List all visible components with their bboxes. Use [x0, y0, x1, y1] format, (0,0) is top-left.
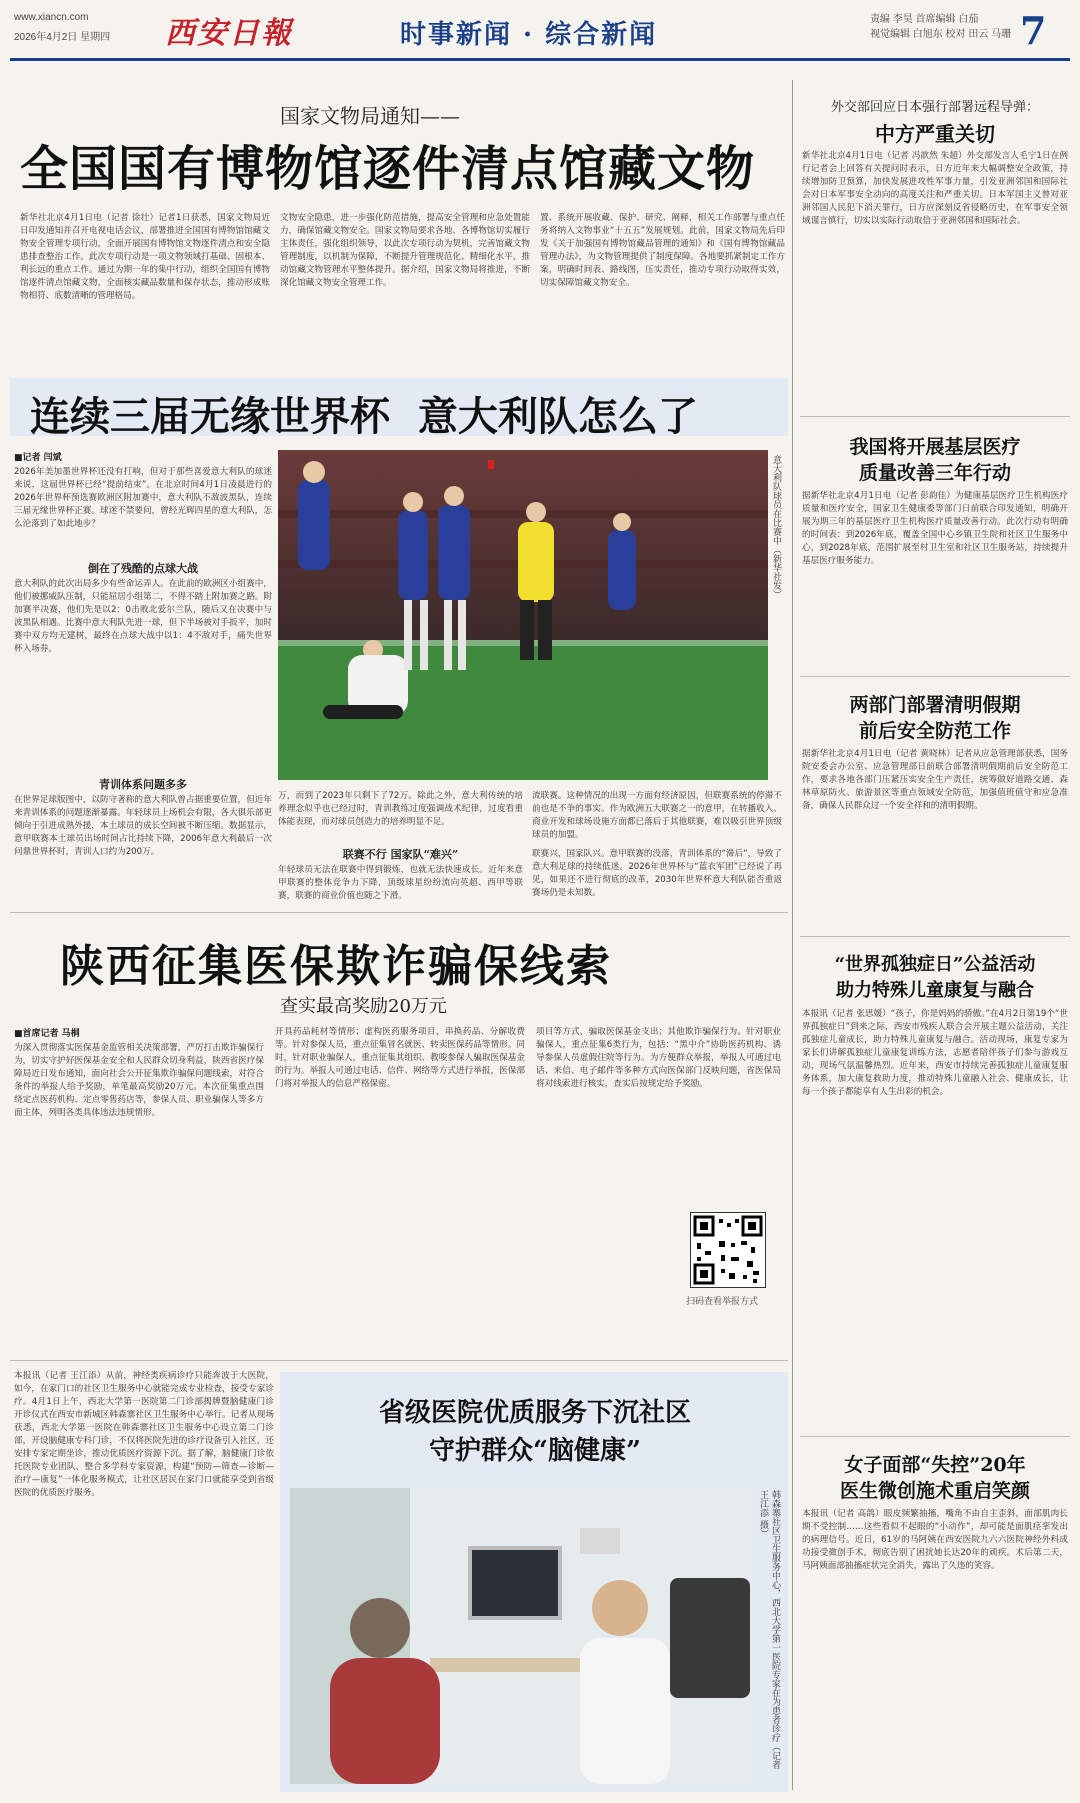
s2-body: 据新华社北京4月1日电（记者 彭韵佳）为健康基层医疗卫生机构医疗质量和医疗安全，国家卫生健康委等部门日前联合印发通知，明确开展为期三年的基层医疗卫生机构医疗质量改善行动。此次行动有明确的时间表：到2026年底，覆盖全国中心乡镇卫生院和社区卫生服务中心，到2028年底，范围扩展至村卫生室和社区卫生服务站，持续提升基层医疗服务能力。	[802, 491, 1068, 566]
site-url[interactable]: www.xiancn.com	[14, 12, 89, 23]
clinic-photo	[290, 1488, 750, 1784]
s1-title: 中方严重关切	[875, 122, 995, 146]
s4-body: 本报讯（记者 张思媛）“孩子，你是妈妈的骄傲。”在4月2日第19个“世界孤独症日”到来之际，西安市残疾人联合会开展主题公益活动，关注孤独症儿童成长，助力特殊儿童康复与融合。活动现场，康复专家为家长们讲解孤独症儿童康复训练方法，志愿者陪伴孩子们参与游戏互动，现场气氛温馨热烈。近年来，西安市持续完善孤独症儿童康复服务体系，加大康复救助力度，推动特殊儿童融入社会、健康成长，让每一个孩子都能享有人生出彩的机会。	[802, 1009, 1068, 1097]
s1-body: 新华社北京4月1日电（记者 冯歆然 朱超）外交部发言人毛宁1日在例行记者会上回答有关提问时表示，日方近年来大幅调整安全政策，持续增加防卫预算，加快发展进攻性军事力量，引发亚洲邻国和国际社会对日本军事安全动向的高度关注和严重关切。日本军国主义曾对亚洲邻国人民犯下滔天罪行，日方应深刻反省侵略历史，在军事安全领域谨言慎行，切实以实际行动取信于亚洲邻国和国际社会。	[802, 151, 1068, 226]
side-divider-2	[800, 676, 1070, 677]
side-divider-1	[800, 416, 1070, 417]
side-divider-3	[800, 936, 1070, 937]
museum-title: 全国国有博物馆逐件清点馆藏文物	[20, 141, 756, 197]
brain-title-line-2: 守护群众“脑健康”	[429, 1436, 641, 1466]
s5-title-line-2: 医生微创施术重启笑颜	[839, 1480, 1030, 1502]
qr-caption: 扫码查看举报方式	[686, 1297, 759, 1307]
report-qr-code[interactable]	[690, 1212, 766, 1288]
column-divider	[792, 80, 793, 1790]
editor-line-2: 视觉编辑 白旭东 校对 田云 马珊	[870, 29, 1012, 40]
fraud-subtitle: 查实最高奖励20万元	[280, 996, 447, 1017]
s5-title-line-1: 女子面部“失控”20年	[844, 1454, 1026, 1476]
s4-title-line-1: “世界孤独症日”公益活动	[834, 954, 1036, 975]
museum-col-2: 文物安全隐患，进一步强化防范措施，提高安全管理和应急处置能力，确保馆藏文物安全。国家文物局要求各地、各博物馆切实履行主体责任，强化组织领导，以此次专项行动为契机，完善馆藏文物管理制度，以机制为保障，不断提升管理规范化、精细化水平，推动馆藏文物管理水平整体提升。据介绍，国家文物局将推进，不断深化馆藏文物安全管理工作。	[280, 213, 530, 288]
italy-sub-1: 倒在了残酷的点球大战	[88, 562, 198, 575]
fraud-col-2: 开具药品耗材等情形；虚构医药服务项目，串换药品、分解收费等。针对参保人员，重点征集冒名就医、转卖医保药品等情形。同时，针对职业骗保人，重点征集其组织、教唆参保人骗取医保基金的行为。举报人可通过电话、信件、网络等方式进行举报，医保部门将对举报人的信息严格保密。	[275, 1027, 525, 1089]
museum-kicker: 国家文物局通知——	[280, 104, 460, 128]
clinic-scene-illustration	[290, 1488, 750, 1784]
s3-body: 据新华社北京4月1日电（记者 黄晓林）记者从应急管理部获悉，国务院安委会办公室、应急管理部日前联合部署清明假期前后安全防范工作，要求各地各部门压紧压实安全生产责任，统筹做好道路交通、森林草原防火、旅游景区等重点领域安全防范，加强值班值守和应急准备，确保人民群众过一个安全祥和的清明假期。	[802, 749, 1068, 811]
brain-title-line-1: 省级医院优质服务下沉社区	[378, 1398, 691, 1428]
italy-col-3b: 联赛兴，国家队兴。意甲联赛的没落，青训体系的“滞后”，导致了意大利足球的持续低迷。2026年世界杯与“蓝衣军团”已经说了再见，如果还不进行彻底的改革，2030年世界杯意大利队能否重返赛场仍是未知数。	[532, 849, 782, 898]
italy-col-2a: 万，而到了2023年只剩下了72万。除此之外，意大利传统的培养理念似乎也已经过时，青训教练过度强调战术纪律，过度看重体能表现，而对球员创造力的培养明显不足。	[278, 791, 523, 827]
football-photo-caption: 意大利队球员在比赛中（新华社发）	[771, 455, 781, 599]
clinic-photo-caption: 韩森寨社区卫生服务中心，西北大学第一医院专家在为患者诊疗（记者 王江添 摄）	[758, 1490, 780, 1769]
newspaper-logo: 西安日報	[165, 16, 293, 51]
italy-title: 连续三届无缘世界杯 意大利队怎么了	[30, 393, 698, 440]
s2-title-line-1: 我国将开展基层医疗	[849, 436, 1021, 458]
italy-sub-3: 联赛不行 国家队“难兴”	[342, 848, 459, 861]
italy-sub-2: 青训体系问题多多	[99, 778, 187, 791]
italy-byline: ■记者 闫斌	[14, 453, 62, 463]
s3-title-line-1: 两部门部署清明假期	[849, 694, 1021, 716]
italy-section-1: 意大利队的此次出局多少有些命运弄人。在此前的欧洲区小组赛中，他们被挪威队压制，只能屈居小组第二，不得不踏上附加赛之路。附加赛半决赛，他们先是以2：0击败北爱尔兰队，随后又在决赛中与波黑队相遇。比赛中意大利队先进一球，但下半场被对手扳平，加时赛中双方均无建树，最终在点球大战中以1：4不敌对手，痛失世界杯入场券。	[14, 579, 272, 654]
qr-icon	[691, 1213, 765, 1287]
fraud-byline: ■首席记者 马桐	[14, 1029, 80, 1039]
divider-brain	[10, 1360, 788, 1361]
issue-date: 2026年4月2日 星期四	[14, 32, 111, 43]
italy-section-2: 在世界足球版图中，以防守著称的意大利队曾占据重要位置，但近年来青训体系的问题逐渐暴露。年轻球员上场机会有限，各大俱乐部更倾向于引进成熟外援，本土球员的成长空间被不断压缩。数据显示，意甲联赛本土球员出场时间占比持续下降，2006年意大利最后一次问鼎世界杯时，青训人口约为200万。	[14, 795, 272, 857]
brain-col-1: 本报讯（记者 王江添）从前，神经类疾病诊疗只能奔波于大医院，如今，在家门口的社区卫生服务中心就能完成专业检查，接受专家诊疗。4月1日上午，西北大学第一医院第二门诊部揭牌暨脑健康门诊开诊仪式在西安市新城区韩森寨社区卫生服务中心举行。记者从现场获悉，西北大学第一医院在韩森寨社区卫生服务中心设立第二门诊部，开设脑健康专科门诊，不仅将医院先进的诊疗设备引入社区，还安排专家定期坐诊，推动优质医疗资源下沉。据了解，脑健康门诊依托医院专业团队，整合多学科专家资源，构建“预防—筛查—诊断—治疗—康复”一体化服务模式，让社区居民在家门口就能享受到省级医院的优质医疗服务。	[14, 1371, 274, 1498]
italy-col-2b: 年轻球员无法在联赛中得到锻炼，也就无法快速成长。近年来意甲联赛的整体竞争力下降，顶级球星纷纷流向英超、西甲等联赛，联赛的商业价值也随之下滑。	[278, 865, 523, 901]
editor-credits	[870, 12, 1011, 42]
s3-title-line-2: 前后安全防范工作	[858, 720, 1011, 742]
italy-col-3a: 流联赛。这种情况的出现一方面有经济原因，但联赛系统的停滞不前也是不争的事实。作为欧洲五大联赛之一的意甲，在转播收入、商业开发和球场设施方面都已落后于其他联赛，难以吸引世界顶级球员的加盟。	[532, 791, 782, 840]
page-number: 7	[1020, 8, 1047, 53]
s4-title-line-2: 助力特殊儿童康复与融合	[836, 980, 1034, 1001]
football-photo	[278, 450, 768, 780]
s1-kicker: 外交部回应日本强行部署远程导弹：	[830, 100, 1039, 115]
editor-line-1: 责编 李昊 首席编辑 白茄	[870, 14, 979, 25]
fraud-col-1: 为深入贯彻落实医保基金监管相关决策部署，严厉打击欺诈骗保行为，切实守护好医保基金安全和人民群众切身利益，陕西省医疗保障局近日发布通知，面向社会公开征集欺诈骗保问题线索，对符合条件的举报人给予奖励，单笔最高奖励20万元。本次征集重点围绕定点医药机构、定点零售药店等，参保人员、职业骗保人等多方面主体，列明各类具体违法违规情形。	[14, 1043, 264, 1118]
museum-col-3: 置、系统开展收藏、保护、研究、阐释，相关工作部署与重点任务将纳入文物事业“十五五”发展规划。此前，国家文物局先后印发《关于加强国有博物馆藏品管理的通知》和《国有博物馆藏品管理办法》，为文物管理提供了制度保障。各地要抓紧制定工作方案，明确时间表、路线图，压实责任，推动专项行动取得实效，切实保障馆藏文物安全。	[540, 213, 785, 288]
masthead	[10, 8, 1070, 54]
divider-fraud	[10, 912, 788, 913]
museum-col-1: 新华社北京4月1日电（记者 徐壮）记者1日获悉，国家文物局近日印发通知并召开电视电话会议，部署推进全国国有博物馆馆藏文物安全管理专项行动，全面开展国有博物馆文物逐件清点和安全隐患排查整治工作。此次专项行动是一项文物领域打基础、固根本、利长远的重点工作。通过为期一年的集中行动，组织全国国有博物馆逐件清点馆藏文物，全面核实藏品数量和保存状态，推动形成账物相符、底数清晰的管理格局。	[20, 213, 270, 301]
italy-intro: 2026年美加墨世界杯还没有打响，但对于那些喜爱意大利队的球迷来说，这届世界杯已经“提前结束”。在北京时间4月1日凌晨进行的2026年世界杯预选赛欧洲区附加赛中，意大利队不敌波黑队，连续三届无缘世界杯正赛。球迷不禁要问，曾经光辉四星的意大利队，怎么沦落到了如此地步？	[14, 467, 272, 529]
s5-body: 本报讯（记者 高鸽）眼皮频繁抽搐，嘴角不由自主歪斜，面部肌肉长期不受控制……这些看似不起眼的“小动作”，却可能是面肌痉挛发出的病理信号。近日，61岁的马阿姨在西安医院九六六医院神经外科成功接受微创手术，彻底告别了困扰她长达20年的顽疾。术后第二天，马阿姨面部抽搐症状完全消失，露出了久违的笑容。	[802, 1509, 1068, 1571]
fraud-title: 陕西征集医保欺诈骗保线索	[60, 941, 612, 992]
football-scene-illustration	[278, 450, 768, 780]
header-rule	[10, 58, 1070, 61]
section-title: 时事新闻 · 综合新闻	[400, 20, 658, 50]
side-divider-4	[800, 1436, 1070, 1437]
fraud-col-3: 项目等方式，骗取医保基金支出；其他欺诈骗保行为。针对职业骗保人，重点征集6类行为，包括：“黑中介”协助医药机构、诱导参保人员虚假住院等行为。为方便群众举报，举报人可通过电话、来信、电子邮件等多种方式向医保部门反映问题，省医保局将对线索进行核实，查实后按规定给予奖励。	[536, 1027, 781, 1089]
s2-title-line-2: 质量改善三年行动	[858, 462, 1011, 484]
